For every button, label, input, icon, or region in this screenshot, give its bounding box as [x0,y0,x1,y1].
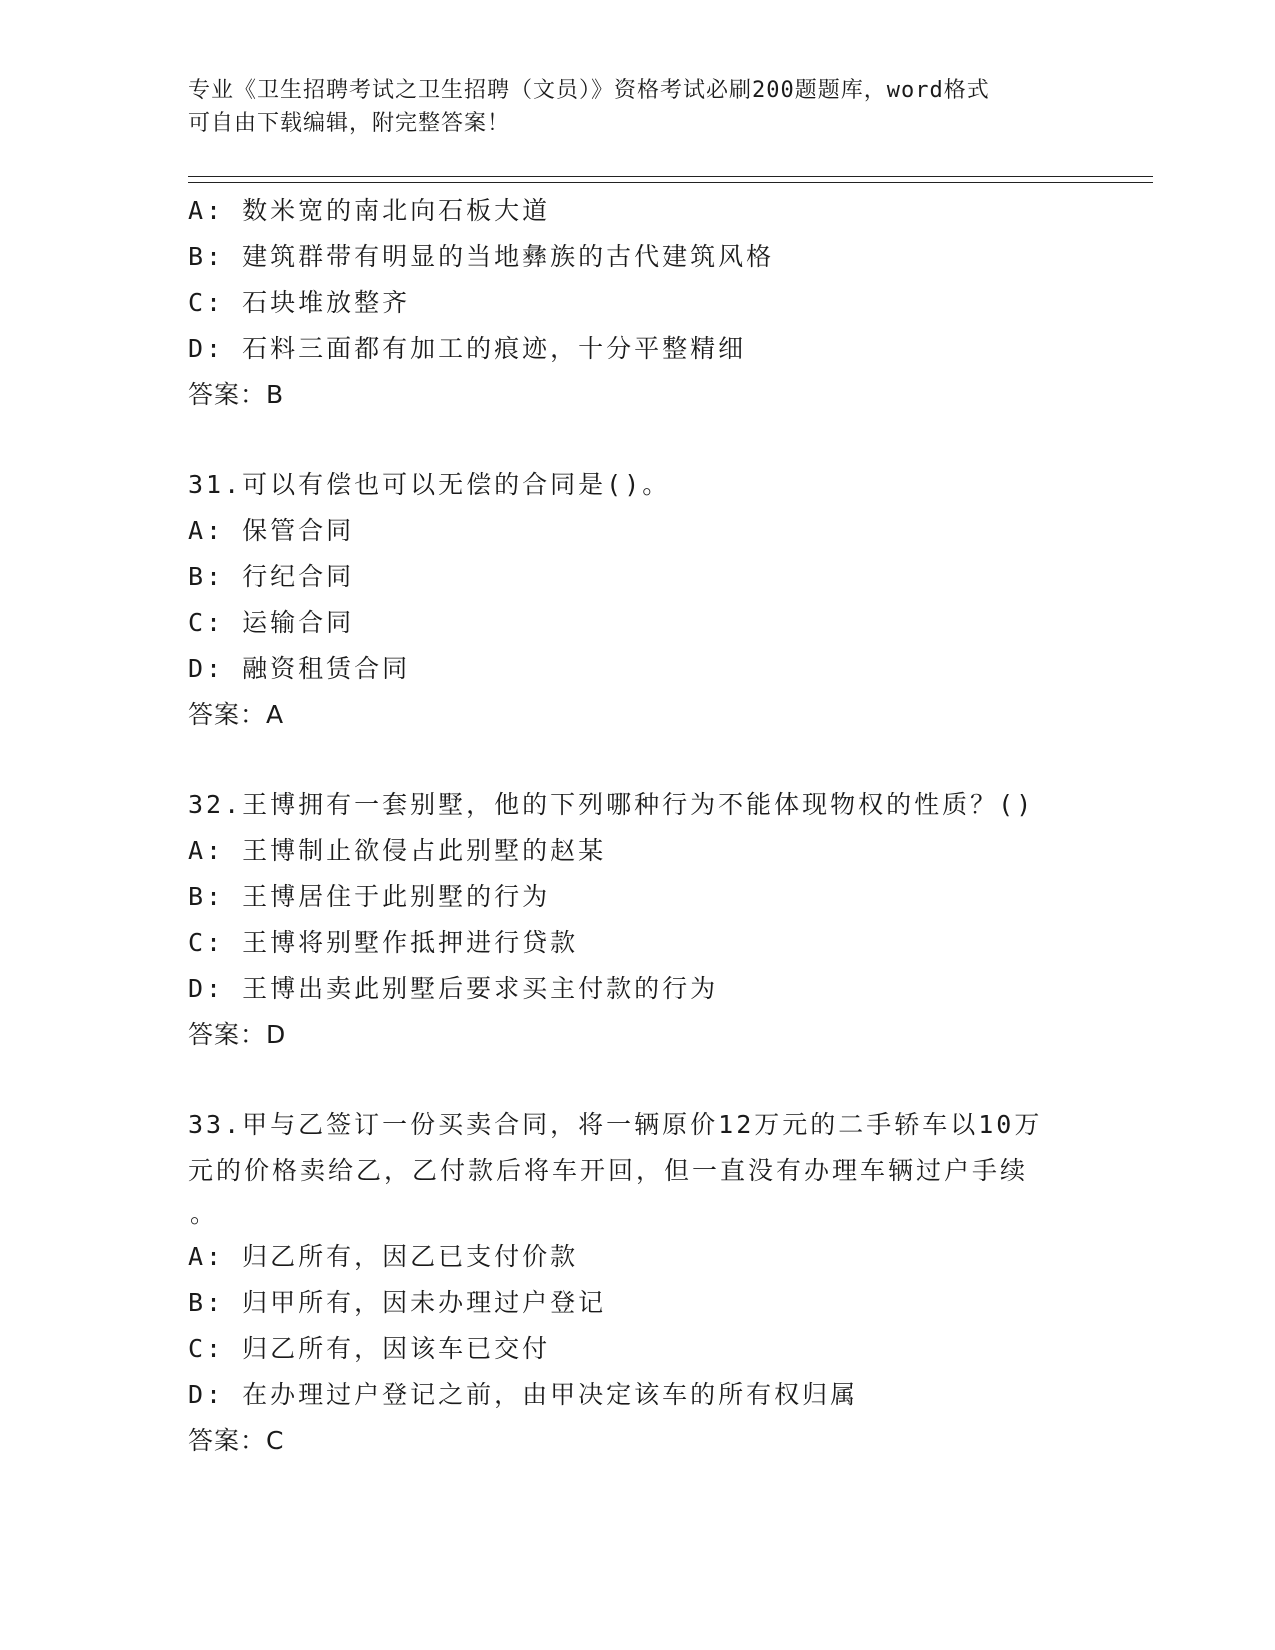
option-a: A: 数米宽的南北向石板大道 [188,196,551,225]
header-divider-bottom [188,182,1153,183]
question-30-continued [188,188,1088,418]
header-title-line-2: 可自由下载编辑，附完整答案！ [188,111,511,136]
option-d: D: 石料三面都有加工的痕迹，十分平整精细 [188,334,747,363]
option-b: B: 王博居住于此别墅的行为 [188,882,551,911]
option-c: C: 运输合同 [188,608,355,637]
option-d: D: 王博出卖此别墅后要求买主付款的行为 [188,974,719,1003]
question-list [188,188,1088,1464]
option-b: B: 行纪合同 [188,562,355,591]
header-divider-top [188,176,1153,177]
header-title-line-1: 专业《卫生招聘考试之卫生招聘（文员）》资格考试必刷200题题库，word格式 [188,78,990,103]
option-a: A: 保管合同 [188,516,355,545]
answer-label: 答案：A [188,700,285,729]
option-c: C: 归乙所有，因该车已交付 [188,1334,551,1363]
answer-label: 答案：C [188,1426,285,1455]
question-stem: 31.可以有偿也可以无偿的合同是()。 [188,470,671,499]
question-stem-line-1: 33.甲与乙签订一份买卖合同，将一辆原价12万元的二手轿车以10万 [188,1110,1043,1139]
option-d: D: 融资租赁合同 [188,654,411,683]
question-stem-line-2: 元的价格卖给乙，乙付款后将车开回，但一直没有办理车辆过户手续 [188,1156,1029,1185]
option-c: C: 石块堆放整齐 [188,288,411,317]
question-32 [188,782,1088,1058]
answer-label: 答案：B [188,380,285,409]
option-b: B: 建筑群带有明显的当地彝族的古代建筑风格 [188,242,775,271]
question-stem-line-3: 。 [190,1199,216,1228]
question-stem: 32.王博拥有一套别墅，他的下列哪种行为不能体现物权的性质？() [188,790,1035,819]
document-header [188,74,1088,140]
option-a: A: 王博制止欲侵占此别墅的赵某 [188,836,607,865]
option-d: D: 在办理过户登记之前，由甲决定该车的所有权归属 [188,1380,859,1409]
answer-label: 答案：D [188,1020,287,1049]
option-c: C: 王博将别墅作抵押进行贷款 [188,928,579,957]
option-a: A: 归乙所有，因乙已支付价款 [188,1242,579,1271]
question-31 [188,462,1088,738]
question-33 [188,1102,1088,1464]
option-b: B: 归甲所有，因未办理过户登记 [188,1288,607,1317]
